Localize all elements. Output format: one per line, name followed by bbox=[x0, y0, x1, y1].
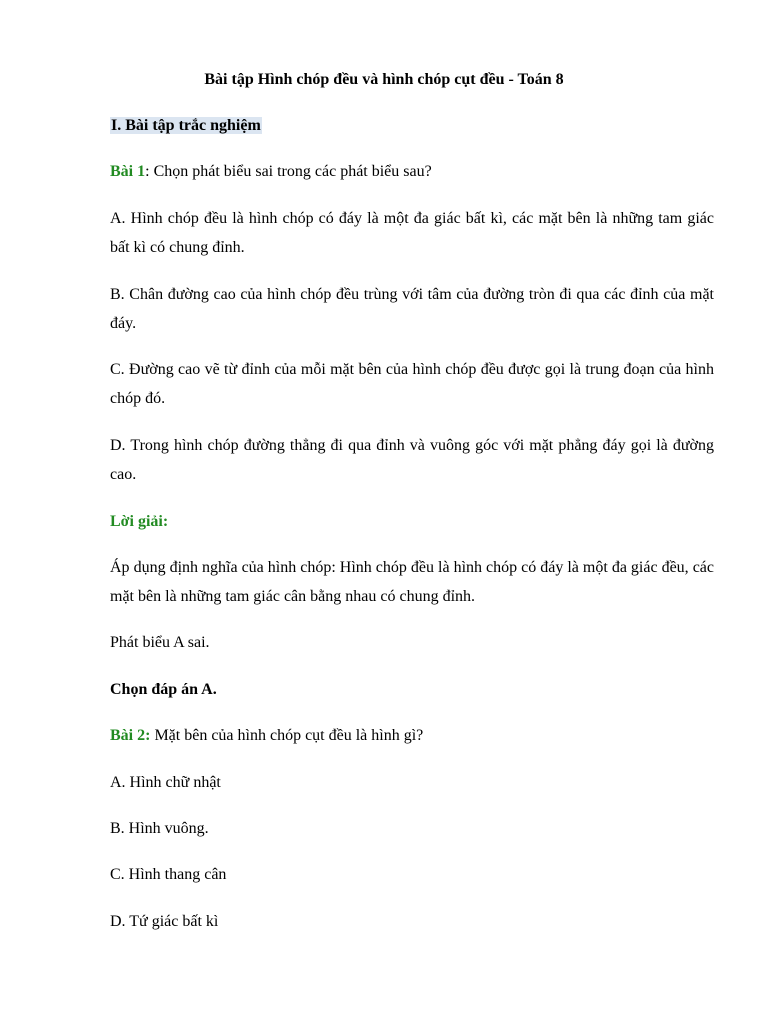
question-2-label: Bài 2: bbox=[110, 727, 151, 744]
question-2-option-c: C. Hình thang cân bbox=[110, 866, 227, 883]
solution-heading bbox=[110, 507, 714, 536]
question-2-option-a: A. Hình chữ nhật bbox=[110, 774, 221, 791]
question-1-option-d: D. Trong hình chóp đường thẳng đi qua đỉnh và vuông góc với mặt phẳng đáy gọi là đường cao. bbox=[110, 437, 714, 483]
solution-text: Áp dụng định nghĩa của hình chóp: Hình chóp đều là hình chóp có đáy là một đa giác đều, các mặt bên là những tam giác cân bằng nhau có chung đỉnh. bbox=[110, 559, 714, 605]
question-1-option-c: C. Đường cao vẽ từ đỉnh của mỗi mặt bên của hình chóp đều được gọi là trung đoạn của hình chóp đó. bbox=[110, 361, 714, 407]
question-2-text: Mặt bên của hình chóp cụt đều là hình gì? bbox=[150, 727, 424, 744]
question-1 bbox=[110, 157, 714, 186]
section-heading: I. Bài tập trắc nghiệm bbox=[111, 117, 261, 134]
question-2-option-d: D. Tứ giác bất kì bbox=[110, 913, 219, 930]
question-2 bbox=[110, 721, 714, 750]
statement-text: Phát biểu A sai. bbox=[110, 634, 210, 651]
question-2-option-b: B. Hình vuông. bbox=[110, 820, 209, 837]
document-title: Bài tập Hình chóp đều và hình chóp cụt đều - Toán 8 bbox=[204, 71, 564, 88]
question-1-label: Bài 1 bbox=[110, 163, 146, 180]
question-1-option-a: A. Hình chóp đều là hình chóp có đáy là một đa giác bất kì, các mặt bên là những tam giác bất kì có chung đỉnh. bbox=[110, 210, 714, 256]
solution-label: Lời giải: bbox=[110, 513, 169, 530]
question-1-option-b: B. Chân đường cao của hình chóp đều trùng với tâm của đường tròn đi qua các đỉnh của mặt đáy. bbox=[110, 286, 714, 332]
answer-text: Chọn đáp án A. bbox=[110, 681, 217, 698]
question-1-text: : Chọn phát biểu sai trong các phát biểu sau? bbox=[145, 163, 432, 180]
section-heading-paragraph bbox=[110, 111, 714, 140]
